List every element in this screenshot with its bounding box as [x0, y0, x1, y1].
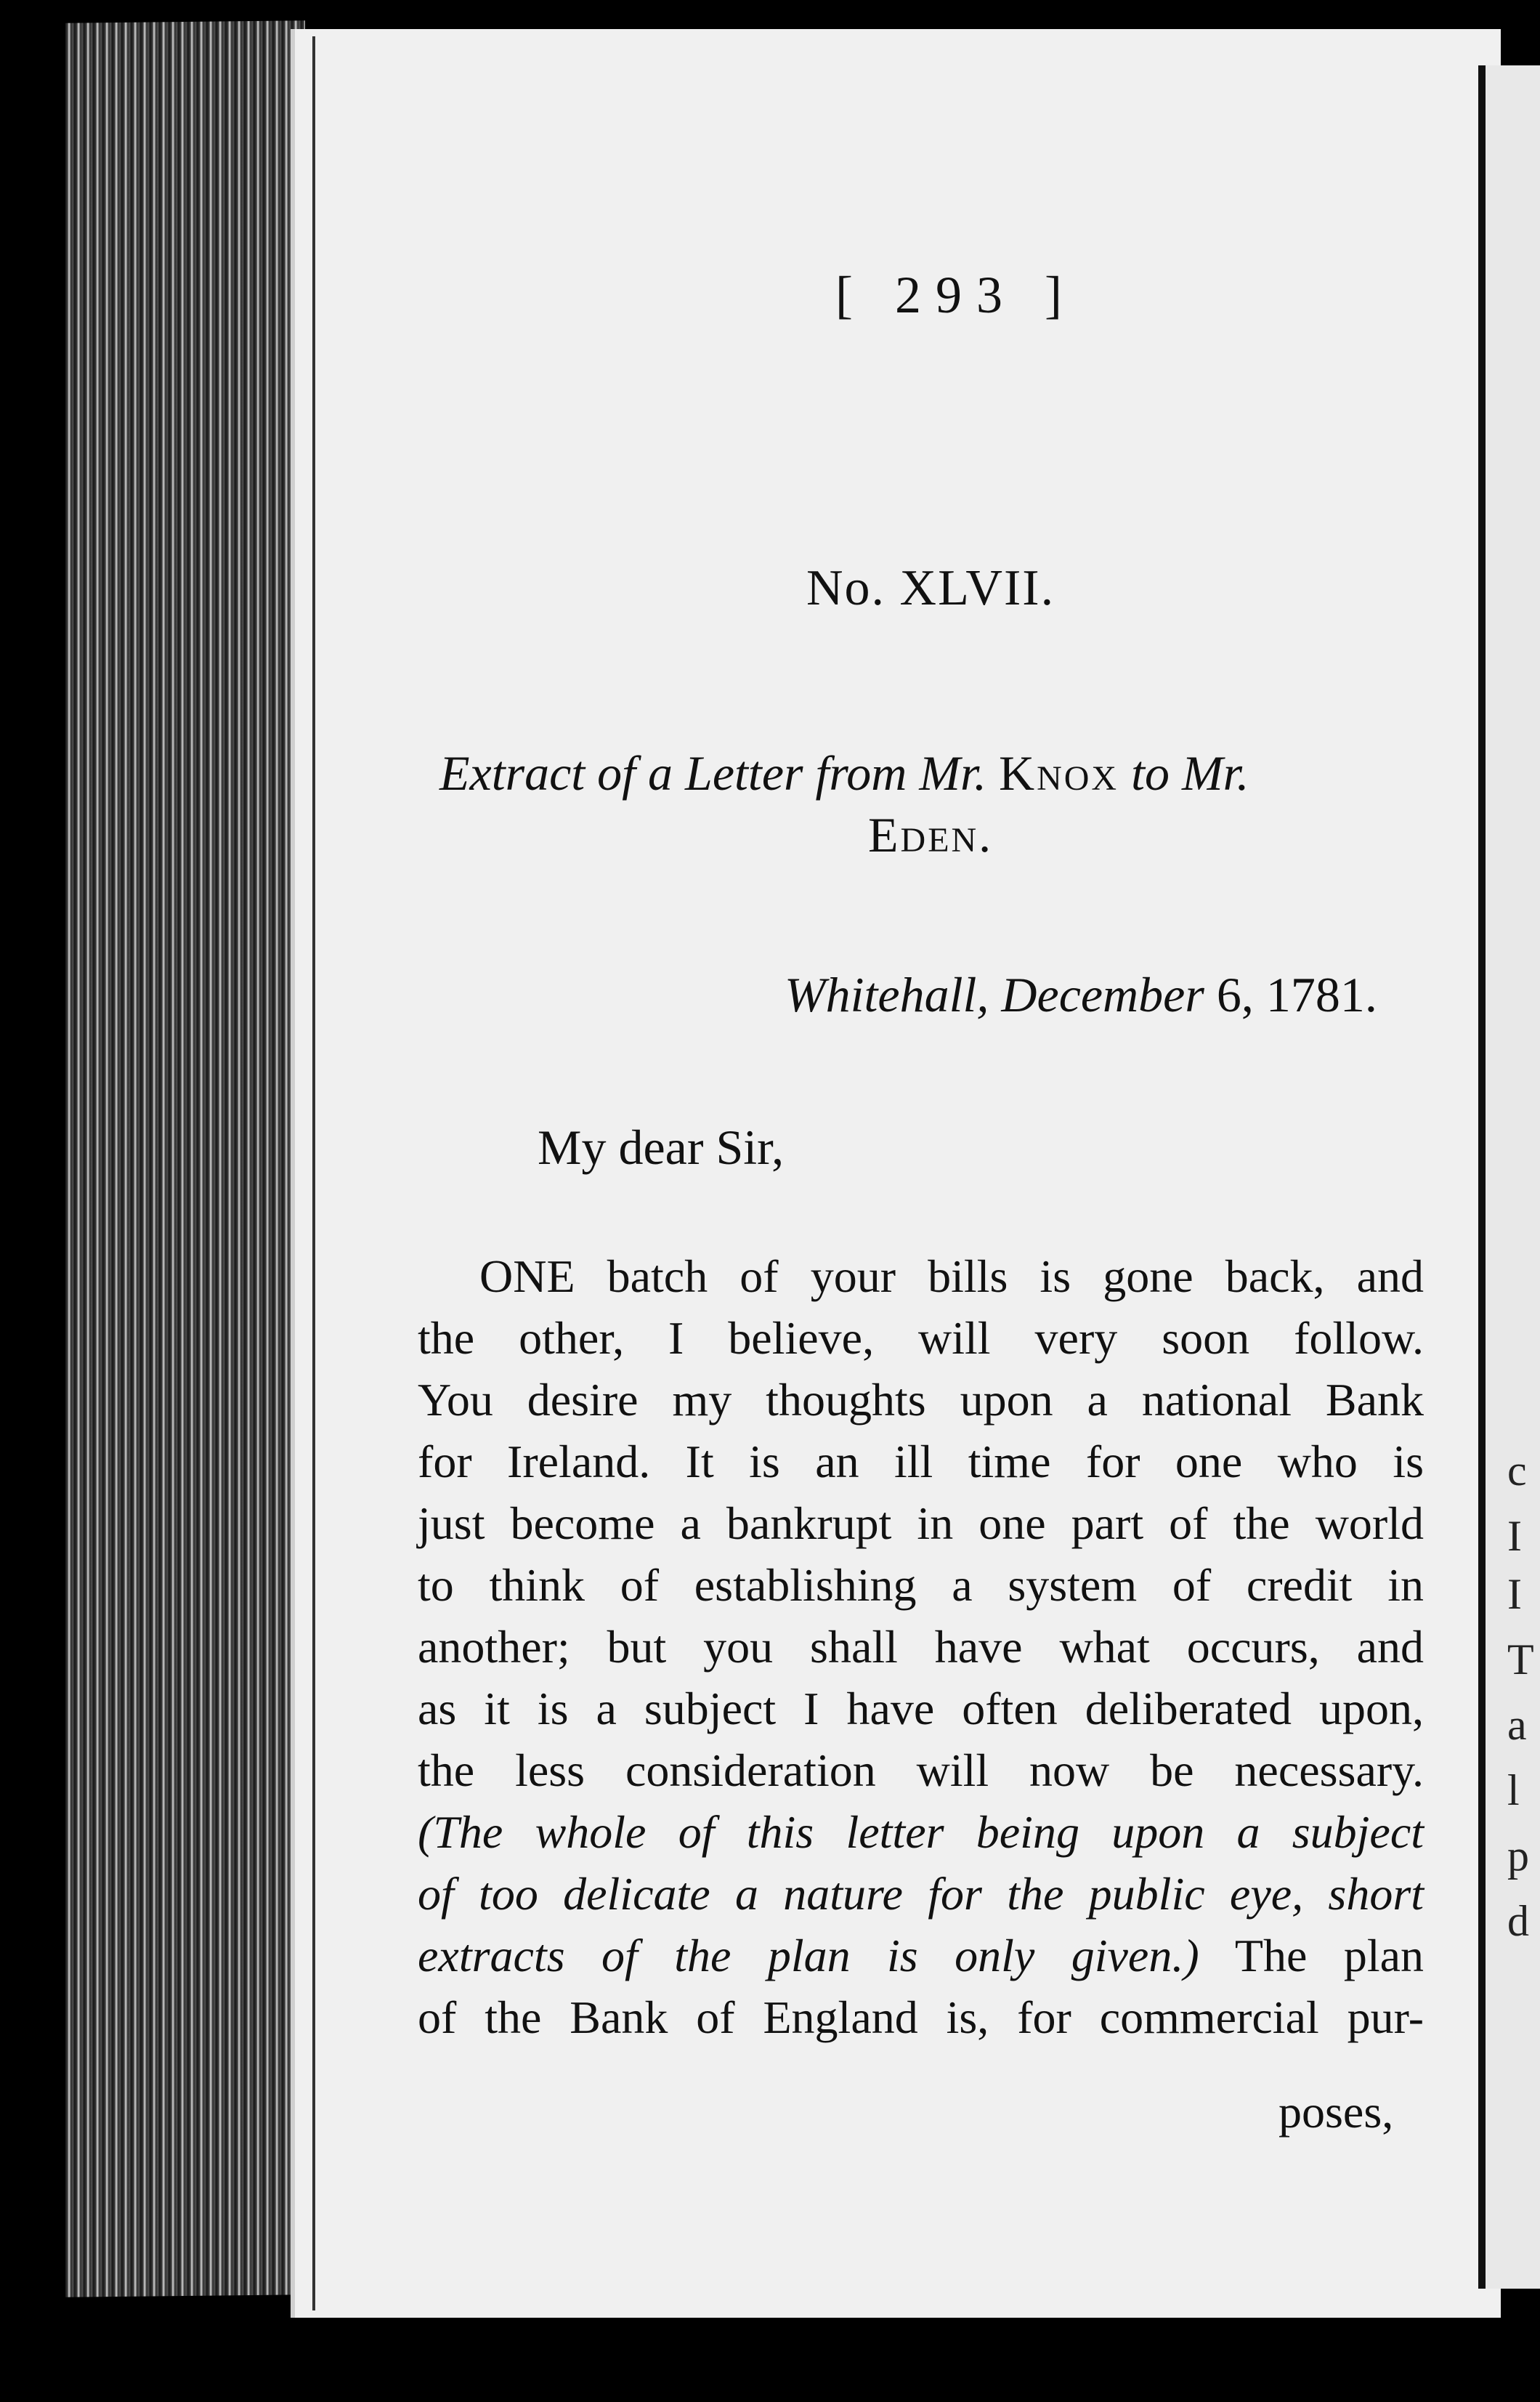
- dateline-day-year: 6, 1781.: [1216, 967, 1377, 1022]
- body-italic-segment: extracts of the plan is only given.): [418, 1930, 1199, 1981]
- letter-title-line-2: [868, 806, 993, 864]
- facing-page-letter: I: [1507, 1570, 1522, 1618]
- facing-page-letter: I: [1507, 1512, 1522, 1560]
- body-line-mixed: [418, 1929, 1424, 1983]
- salutation: My dear Sir,: [538, 1120, 785, 1175]
- body-line: You desire my thoughts upon a national Bank: [418, 1374, 1424, 1426]
- dateline: [785, 966, 1377, 1024]
- body-line: just become a bankrupt in one part of the world: [418, 1497, 1424, 1549]
- body-line: another; but you shall have what occurs, and: [418, 1621, 1424, 1673]
- facing-page-letter: d: [1507, 1897, 1529, 1945]
- page-number: [ 293 ]: [835, 266, 1077, 324]
- document-number-heading: No. XLVII.: [806, 560, 1055, 616]
- body-line: ONE batch of your bills is gone back, and: [479, 1250, 1424, 1302]
- facing-page-letter: c: [1507, 1447, 1527, 1495]
- body-line-italic: (The whole of this letter being upon a subject: [418, 1806, 1424, 1858]
- facing-page-letter: T: [1507, 1635, 1534, 1683]
- catchword: poses,: [1278, 2086, 1394, 2138]
- title-text: to Mr.: [1131, 745, 1249, 801]
- dateline-month: December: [1001, 967, 1204, 1022]
- facing-page-letter: l: [1507, 1766, 1520, 1814]
- body-line: for Ireland. It is an ill time for one who is: [418, 1436, 1424, 1487]
- body-line: of the Bank of England is, for commercial pur-: [418, 1991, 1424, 2043]
- facing-page-letter: a: [1507, 1701, 1527, 1749]
- body-roman-segment: The plan: [1234, 1930, 1424, 1981]
- dateline-place: Whitehall,: [785, 967, 989, 1022]
- letter-title-line-1: [439, 745, 1249, 802]
- body-line-italic: of too delicate a nature for the public eye, short: [418, 1868, 1424, 1920]
- body-line: as it is a subject I have often deliberated upon,: [418, 1683, 1424, 1734]
- title-name-knox: Knox: [998, 745, 1119, 801]
- body-line: to think of establishing a system of credit in: [418, 1559, 1424, 1611]
- body-line: the other, I believe, will very soon follow.: [418, 1312, 1424, 1364]
- body-line: the less consideration will now be necessary.: [418, 1744, 1424, 1796]
- title-text: Extract of a Letter from Mr.: [439, 745, 986, 801]
- facing-page-letter: p: [1507, 1832, 1529, 1880]
- title-name-eden: Eden.: [868, 807, 994, 862]
